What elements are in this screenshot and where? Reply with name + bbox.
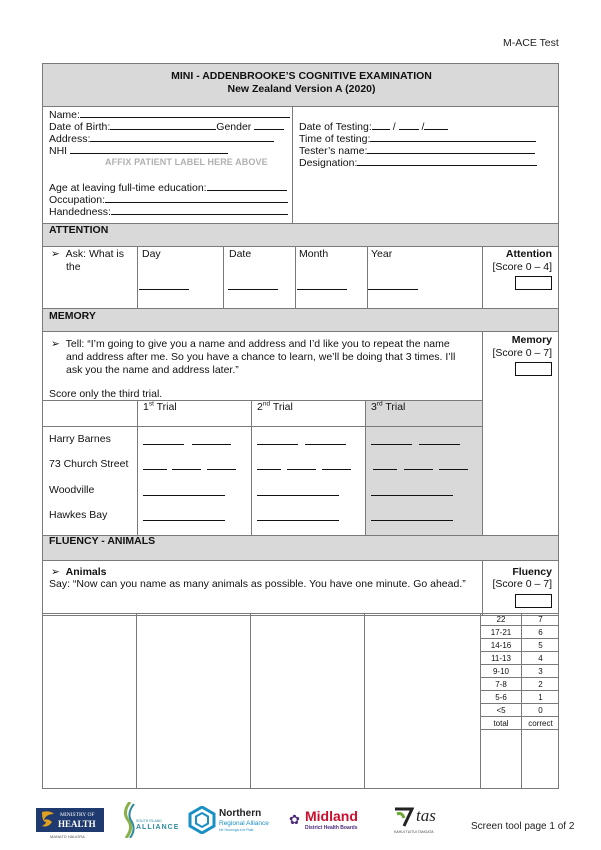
memory-score-range: [Score 0 – 7] [492,347,552,359]
attention-prompt-line2: the [66,261,81,273]
memory-section-band [43,309,558,331]
conversion-row [481,704,559,717]
conversion-row [481,678,559,691]
nra-line1: Northern [219,808,262,819]
trial-1-name-word2-line[interactable] [192,444,231,445]
trial-3-name-word1-line[interactable] [371,444,412,445]
nra-line2: Regional Alliance [219,820,269,827]
fluency-score-title: Fluency [512,566,552,578]
memory-instruction-line1: Tell: “I’m going to give you a name and address and I’d like you to repeat the name [65,338,450,350]
divider [43,331,558,332]
trial-1-region-line[interactable] [143,520,225,521]
moh-line1: MINISTRY OF [60,812,95,818]
tas-text: tas [416,806,436,825]
divider [251,400,252,535]
moh-subtitle: MANATŪ HAUORA [50,834,85,839]
conversion-total: 9-10 [492,667,509,676]
trial-3-number: 3 [371,401,377,413]
conversion-correct: 0 [538,706,543,715]
divider [482,246,483,308]
conversion-correct-label: correct [528,719,553,728]
trial-2-header [257,401,293,414]
footer [0,800,601,840]
conversion-total: 14-16 [490,641,512,650]
divider [43,426,482,427]
conversion-correct: 3 [538,667,543,676]
ministry-of-health-logo [36,808,104,832]
tester-name-label: Tester’s name: [299,145,368,157]
trial-2-label: Trial [272,401,293,413]
attention-section-title: ATTENTION [49,224,109,236]
memory-item-town: Woodville [49,484,95,496]
trial-3-name-word2-line[interactable] [419,444,460,445]
attention-score-title: Attention [505,248,552,260]
attention-year-answer-line[interactable] [368,289,418,290]
memory-instruction [51,338,481,377]
arrow-bullet-icon: ➢ [51,248,60,260]
fluency-task-label: Animals [65,566,107,578]
testing-date-label: Date of Testing: [299,121,372,133]
conversion-total: 17-21 [490,628,512,637]
fluency-response-column-3[interactable] [251,613,364,788]
arrow-bullet-icon: ➢ [51,566,60,578]
nra-hexagon-icon [188,806,216,834]
moh-line2: HEALTH [58,819,96,829]
midland-flower-icon: ✿ [289,812,300,827]
designation-input-line[interactable] [357,156,537,166]
dob-label: Date of Birth: [49,121,111,133]
occupation-input-line[interactable] [105,193,288,203]
attention-date-answer-line[interactable] [228,289,278,290]
conversion-total: 5-6 [495,693,507,702]
fluency-instruction: Say: “Now can you name as many animals as possible. You have one minute. Go ahead.” [49,578,466,590]
conversion-correct: 5 [538,641,543,650]
conversion-correct: 6 [538,628,543,637]
tester-name-input-line[interactable] [367,144,535,154]
fluency-response-column-2[interactable] [137,613,250,788]
conversion-total: 22 [496,615,506,624]
midland-line1: Midland [305,808,358,824]
conversion-row [481,691,559,704]
divider [482,560,483,615]
third-trial-shading [366,401,482,535]
attention-col-day: Day [142,248,161,260]
fluency-response-area [42,613,559,789]
trial-2-number: 2 [257,401,263,413]
form-title-line2: New Zealand Version A (2020) [227,83,376,95]
dob-input-line[interactable] [110,120,216,130]
attention-score-box[interactable] [515,276,552,290]
divider [43,106,558,107]
attention-col-date: Date [229,248,252,260]
trial-1-header [143,401,177,414]
divider [43,560,558,561]
fluency-score-range: [Score 0 – 7] [492,578,552,590]
tas-subtitle: KAHUI TUITUI TANGATA [394,830,434,834]
divider [292,106,293,223]
gender-input-line[interactable] [254,120,284,130]
testing-time-input-line[interactable] [370,132,536,142]
memory-section-title: MEMORY [49,310,96,322]
trial-1-name-word1-line[interactable] [143,444,184,445]
fluency-response-column-4[interactable] [365,613,480,788]
conversion-row [481,639,559,652]
conversion-footer-row [481,717,559,730]
sia-line1: SOUTH ISLAND [136,819,162,823]
nhi-input-line[interactable] [70,144,228,154]
divider [367,246,368,308]
nhi-label: NHI [49,145,68,157]
testing-day-line[interactable] [372,120,390,130]
trial-1-street-word1-line[interactable] [143,469,167,470]
attention-prompt [51,248,131,274]
attention-day-answer-line[interactable] [139,289,189,290]
divider [137,246,138,308]
affix-label-note: AFFIX PATIENT LABEL HERE ABOVE [105,157,268,167]
testing-time-label: Time of testing: [299,133,371,145]
conversion-total: 11-13 [491,654,511,663]
fluency-section-title: FLUENCY - ANIMALS [49,535,156,547]
trial-1-number: 1 [143,401,149,413]
nra-subtitle: He Hononga a te Raki [219,828,254,832]
handedness-label: Handedness: [49,206,111,218]
trial-3-street-word3-line[interactable] [439,469,468,470]
conversion-total: <5 [496,706,506,715]
date-separator: / [392,121,396,133]
conversion-correct: 7 [538,615,543,624]
page-indicator: Screen tool page 1 of 2 [471,821,575,832]
midland-dhb-logo [289,808,381,834]
conversion-total-label: total [493,719,509,728]
education-label: Age at leaving full-time education: [49,182,207,194]
trial-1-street-word3-line[interactable] [207,469,236,470]
education-input-line[interactable] [207,181,287,191]
divider [295,246,296,308]
moh-emblem-icon [38,808,58,832]
trial-3-street-word2-line[interactable] [404,469,433,470]
memory-item-street: 73 Church Street [49,458,129,470]
gender-label: Gender [216,121,252,133]
designation-label: Designation: [299,157,358,169]
attention-col-year: Year [371,248,393,260]
conversion-correct: 2 [538,680,543,689]
divider [365,400,366,535]
trial-2-suffix: nd [262,400,271,408]
name-input-line[interactable] [80,108,290,118]
trial-1-street-word2-line[interactable] [172,469,201,470]
divider [137,400,138,535]
date-separator: / [421,121,425,133]
attention-col-month: Month [299,248,329,260]
trial-1-town-line[interactable] [143,495,225,496]
conversion-correct: 4 [538,654,543,663]
conversion-row [481,652,559,665]
trial-3-header [371,401,405,414]
divider [223,246,224,308]
trial-2-name-word2-line[interactable] [305,444,346,445]
nhi-field[interactable] [49,144,228,157]
fluency-correct-entry[interactable] [522,731,559,788]
testing-month-line[interactable] [399,120,419,130]
handedness-field[interactable] [49,205,288,218]
memory-score-note: Score only the third trial. [49,388,163,400]
form-title-line1: MINI - ADDENBROOKE’S COGNITIVE EXAMINATION [171,70,432,82]
memory-item-name: Harry Barnes [49,433,111,445]
attention-prompt-line1: Ask: What is [65,248,125,260]
form-title [43,70,560,96]
fluency-score-box[interactable] [515,594,552,608]
address-label: Address: [49,133,91,145]
divider [43,246,558,247]
memory-instruction-line3: ask you the name and address later.” [66,364,239,376]
attention-month-answer-line[interactable] [297,289,347,290]
conversion-correct: 1 [538,693,543,702]
trial-1-label: Trial [156,401,177,413]
divider [482,331,483,535]
conversion-row [481,665,559,678]
occupation-label: Occupation: [49,194,106,206]
memory-item-region: Hawkes Bay [49,509,108,521]
mace-form [42,63,559,614]
trial-3-street-word1-line[interactable] [373,469,397,470]
address-input-line[interactable] [90,132,274,142]
fluency-total-entry[interactable] [481,731,521,788]
midland-line2: District Health Boards [305,825,358,831]
trial-3-suffix: rd [376,400,383,408]
conversion-row [481,626,559,639]
designation-field[interactable] [299,156,537,169]
memory-instruction-line2: and address after me. So you have a chance to learn, we’ll be doing that 3 times. I’ll [66,351,456,363]
document-code: M-ACE Test [503,37,559,49]
trial-2-name-word1-line[interactable] [257,444,298,445]
name-label: Name: [49,109,80,121]
handedness-input-line[interactable] [111,205,288,215]
tas-logo [394,806,458,836]
trial-1-suffix: st [148,400,154,408]
trial-2-street-word2-line[interactable] [287,469,316,470]
conversion-row [481,613,559,626]
fluency-response-column-1[interactable] [43,613,136,788]
trial-2-street-word3-line[interactable] [322,469,351,470]
trial-3-label: Trial [385,401,406,413]
south-island-alliance-logo [120,802,180,838]
memory-score-box[interactable] [515,362,552,376]
testing-year-line[interactable] [424,120,448,130]
attention-score-range: [Score 0 – 4] [492,261,552,273]
memory-score-title: Memory [511,334,552,346]
sia-line2: ALLIANCE [136,824,180,831]
arrow-bullet-icon: ➢ [51,338,60,350]
trial-3-region-line[interactable] [371,520,453,521]
trial-2-street-word1-line[interactable] [257,469,281,470]
attention-section-band [43,224,558,246]
trial-2-region-line[interactable] [257,520,339,521]
northern-regional-alliance-logo [188,806,280,836]
conversion-total: 7-8 [495,680,507,689]
tas-emblem-icon [394,806,414,828]
trial-2-town-line[interactable] [257,495,339,496]
trial-3-town-line[interactable] [371,495,453,496]
